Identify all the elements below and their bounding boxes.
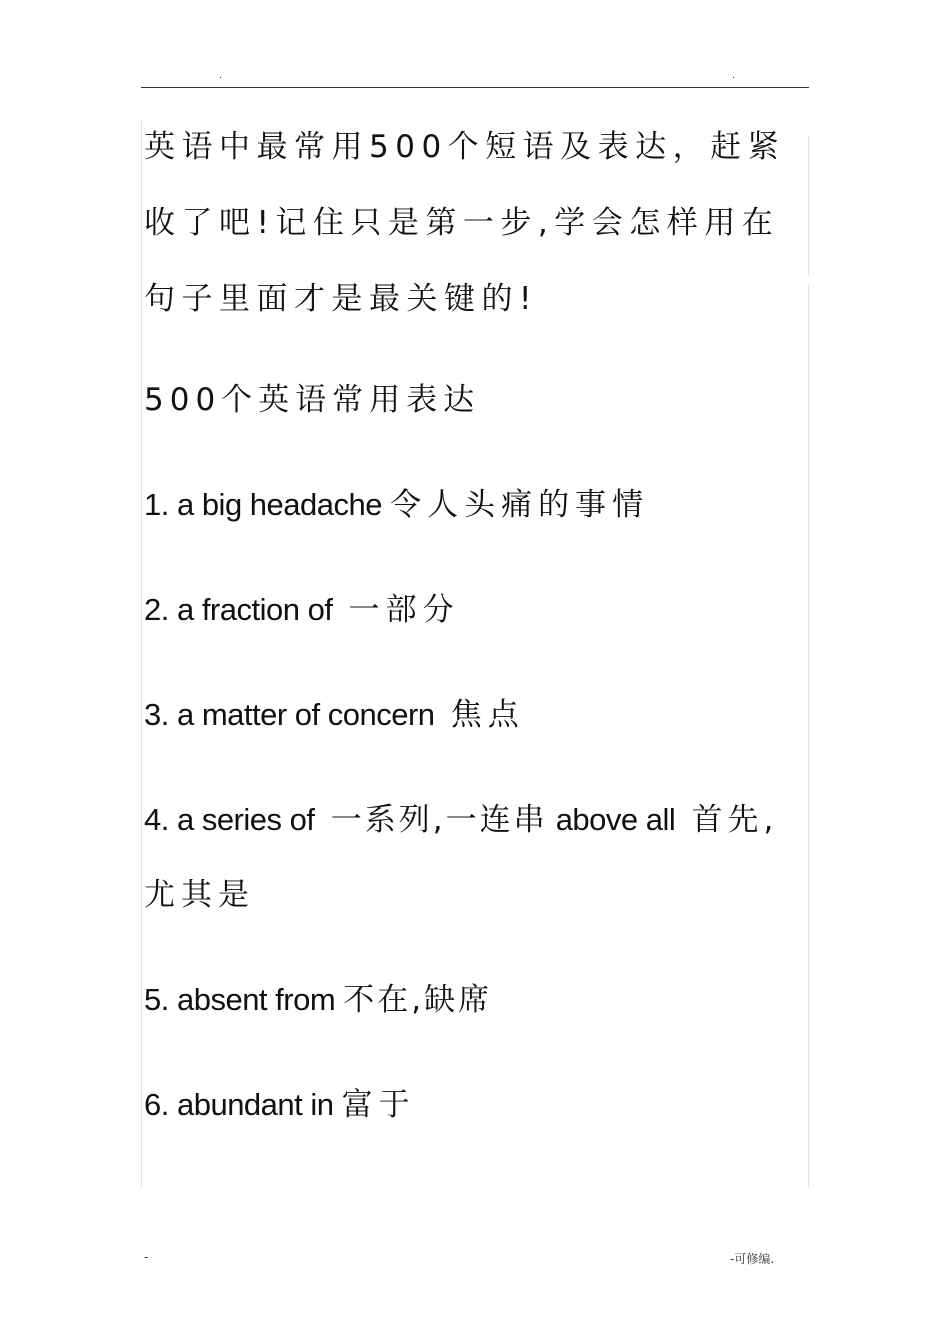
header-dot-right: . <box>732 70 736 81</box>
item-4-en: 4. a series of <box>144 802 331 837</box>
header-dot-left: . <box>219 70 223 81</box>
header-rule <box>141 87 809 88</box>
item-3-zh: 焦点 <box>450 697 525 733</box>
item-6-zh: 富于 <box>341 1087 416 1123</box>
item-3-en: 3. a matter of concern <box>144 697 451 732</box>
list-item <box>144 980 492 1020</box>
frame-border-left <box>141 120 142 1188</box>
footer-left-mark: - <box>144 1250 149 1264</box>
intro-paragraph: 英语中最常用500个短语及表达，赶紧收了吧!记住只是第一步,学会怎样用在句子里面才是最关键的! <box>144 129 786 317</box>
item-2-en: 2. a fraction of <box>144 592 349 627</box>
section-title-text: 500个英语常用表达 <box>144 382 481 418</box>
item-2-zh: 一部分 <box>348 592 460 628</box>
item-5-en: 5. absent from <box>144 982 344 1017</box>
section-title <box>144 380 480 420</box>
item-6-en: 6. abundant in <box>144 1087 342 1122</box>
list-item <box>144 590 460 630</box>
list-item-continuation <box>144 875 255 915</box>
item-4-zh: 一系列,一连串 <box>330 802 548 838</box>
list-item <box>144 485 649 525</box>
item-5-zh: 不在,缺席 <box>343 982 493 1018</box>
item-4-zh2: 首先, <box>691 802 779 838</box>
item-4-en2: above all <box>547 802 692 837</box>
list-item <box>144 695 525 735</box>
item-1-en: 1. a big headache <box>144 487 391 522</box>
footer-note: -可修编. <box>730 1252 775 1266</box>
item-1-zh: 令人头痛的事情 <box>390 487 650 523</box>
list-item <box>144 800 778 840</box>
list-item <box>144 1085 416 1125</box>
item-4-zh3: 尤其是 <box>144 877 255 913</box>
frame-border-right <box>808 285 809 1188</box>
